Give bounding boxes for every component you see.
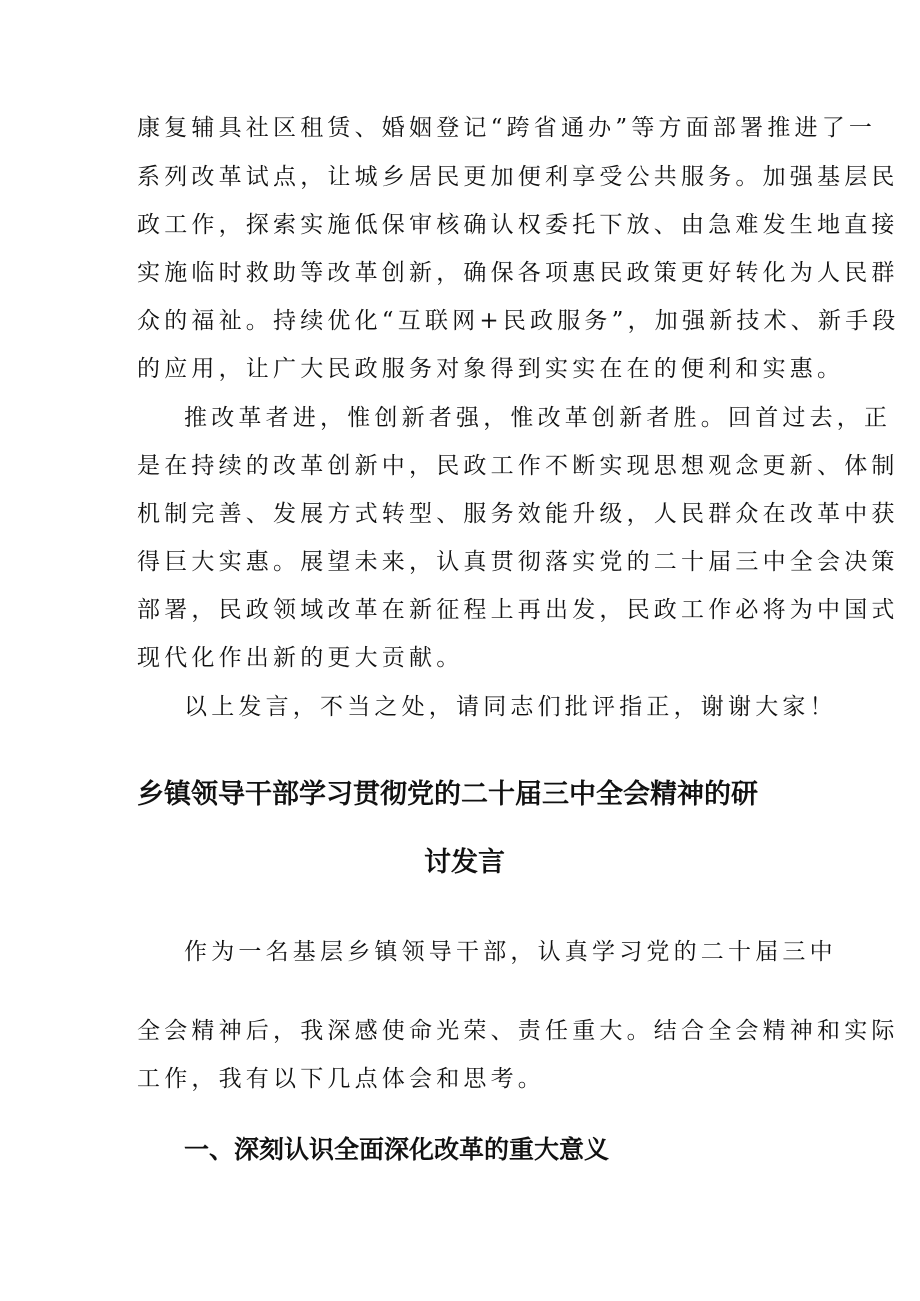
closing-remark: 以上发言，不当之处，请同志们批评指正，谢谢大家！ [184,694,837,720]
paragraph-line: 的应用，让广大民政服务对象得到实实在在的便利和实惠。 [137,356,845,382]
paragraph-line: 机制完善、发展方式转型、服务效能升级，人民群众在改革中获 [137,501,899,527]
intro-line: 作为一名基层乡镇领导干部，认真学习党的二十届三中 [184,939,837,965]
intro-line: 工作，我有以下几点体会和思考。 [137,1066,545,1092]
paragraph-line: 众的福祉。持续优化“互联网+民政服务”，加强新技术、新手段 [137,308,900,334]
paragraph-line: 现代化作出新的更大贡献。 [137,645,464,671]
paragraph-line: 得巨大实惠。展望未来，认真贯彻落实党的二十届三中全会决策 [137,549,899,575]
paragraph-line: 部署，民政领域改革在新征程上再出发，民政工作必将为中国式 [137,597,899,623]
paragraph-line: 康复辅具社区租赁、婚姻登记“跨省通办”等方面部署推进了一 [137,115,877,141]
intro-line: 全会精神后，我深感使命光荣、责任重大。结合全会精神和实际 [137,1018,899,1044]
paragraph-line: 是在持续的改革创新中，民政工作不断实现思想观念更新、体制 [137,453,899,479]
paragraph-line: 实施临时救助等改革创新，确保各项惠民政策更好转化为人民群 [137,260,899,286]
section-heading: 一、深刻认识全面深化改革的重大意义 [184,1135,610,1164]
paragraph-line: 政工作，探索实施低保审核确认权委托下放、由急难发生地直接 [137,212,899,238]
document-title-line1: 乡镇领导干部学习贯彻党的二十届三中全会精神的研 [137,779,758,810]
paragraph-line: 推改革者进，惟创新者强，惟改革创新者胜。回首过去，正 [184,405,892,431]
document-title-line2: 讨发言 [424,847,505,878]
paragraph-line: 系列改革试点，让城乡居民更加便利享受公共服务。加强基层民 [137,164,899,190]
